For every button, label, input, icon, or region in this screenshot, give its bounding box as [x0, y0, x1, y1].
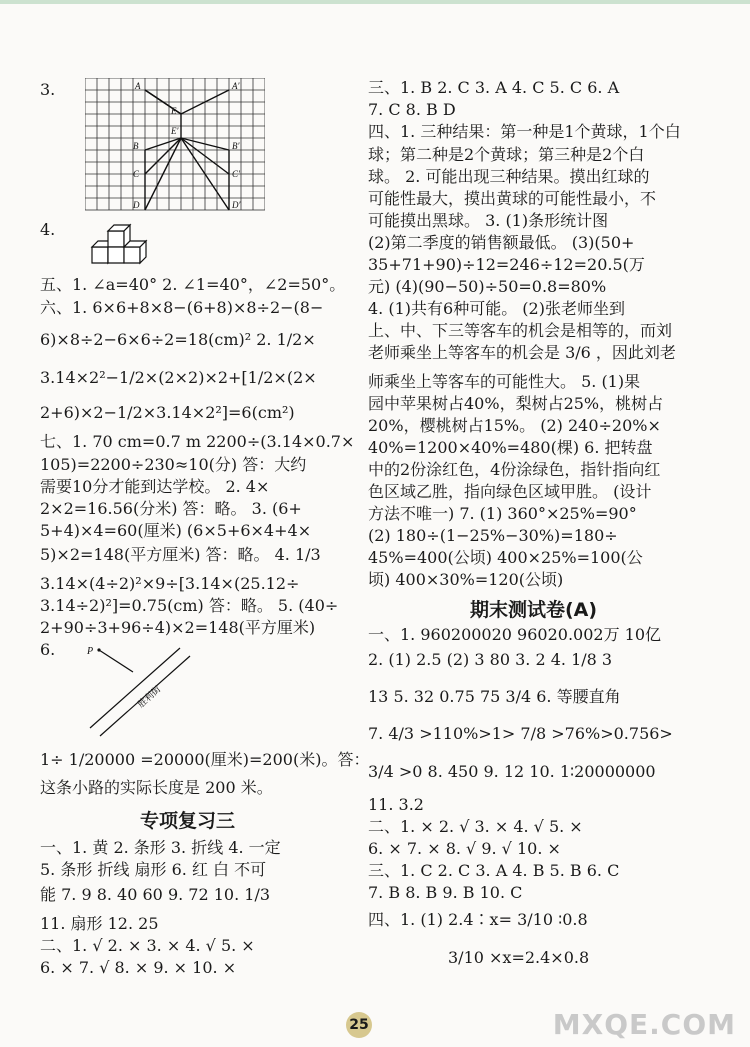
point-label: E′	[171, 126, 179, 136]
left-line: 七、1. 70 cm=0.7 m 2200÷(3.14×0.7×	[40, 432, 355, 451]
left-line: 2+6)×2−1/2×3.14×2²]=6(cm²)	[40, 403, 295, 422]
right-line: 方法不唯一) 7. (1) 360°×25%=90°	[368, 504, 637, 523]
left-line: 11. 扇形 12. 25	[40, 914, 159, 933]
right-line: 色区域乙胜，指向绿色区域甲胜。 (设计	[368, 482, 652, 501]
left-line: 1÷ 1/20000 =20000(厘米)=200(米)。答：	[40, 750, 370, 769]
right-line: 园中苹果树占40%，梨树占25%，桃树占	[368, 394, 664, 413]
right-line: 可能性最大，摸出黄球的可能性最小，不	[368, 189, 657, 208]
street-name-label: 胜利街	[136, 684, 164, 711]
right-line: 40%=1200×40%=480(棵) 6. 把转盘	[368, 438, 653, 457]
right-line: 三、1. C 2. C 3. A 4. B 5. B 6. C	[368, 861, 620, 880]
section-heading: 期末测试卷(A)	[470, 599, 598, 621]
left-line: 5)×2=148(平方厘米) 答：略。 4. 1/3	[40, 545, 321, 564]
point-label: A′	[232, 81, 240, 91]
left-line: 6.	[40, 640, 56, 659]
right-line: 可能摸出黑球。 3. (1)条形统计图	[368, 211, 609, 230]
right-line: 20%，樱桃树占15%。 (2) 240÷20%×	[368, 416, 661, 435]
page-number-badge: 25	[346, 1012, 372, 1038]
right-line: 顷) 400×30%=120(公顷)	[368, 570, 564, 589]
left-line: 一、1. 黄 2. 条形 3. 折线 4. 一定	[40, 838, 281, 857]
street-map-figure	[85, 640, 195, 740]
right-line: 师乘坐上等客车的可能性大。 5. (1)果	[368, 372, 641, 391]
left-line: 2×2=16.56(分米) 答：略。 3. (6+	[40, 499, 302, 518]
point-label: B	[133, 141, 139, 151]
left-line: 能 7. 9 8. 40 60 9. 72 10. 1/3	[40, 885, 271, 904]
right-line: 7. 4/3 >110%>1> 7/8 >76%>0.756>	[368, 724, 673, 743]
right-line: 球；第二种是2个黄球；第三种是2个白	[368, 145, 645, 164]
right-line: 球。 2. 可能出现三种结果。摸出红球的	[368, 167, 650, 186]
symmetry-grid-figure	[85, 78, 265, 213]
right-line: 3/4 >0 8. 450 9. 12 10. 1∶20000000	[368, 762, 656, 781]
left-line: 5. 条形 折线 扇形 6. 红 白 不可	[40, 860, 267, 879]
left-line: 五、1. ∠a=40° 2. ∠1=40°，∠2=50°。	[40, 275, 346, 294]
right-line: 四、1. 三种结果：第一种是1个黄球，1个白	[368, 122, 681, 141]
left-line: 需要10分才能到达学校。 2. 4×	[40, 477, 270, 496]
right-line: 45%=400(公顷) 400×25%=100(公	[368, 548, 643, 567]
right-line: 中的2份涂红色，4份涂绿色，指针指向红	[368, 460, 661, 479]
section-heading: 专项复习三	[140, 810, 236, 832]
right-line: 元) (4)(90−50)÷50=0.8=80%	[368, 277, 607, 296]
right-line: 二、1. × 2. √ 3. × 4. √ 5. ×	[368, 817, 583, 836]
left-line: 105)=2200÷230≈10(分) 答：大约	[40, 455, 307, 474]
point-label: C	[133, 169, 140, 179]
point-label: D′	[232, 200, 241, 210]
top-color-band	[0, 0, 750, 4]
site-watermark: MXQE.COM	[552, 1008, 736, 1041]
left-line: 5+4)×4=60(厘米) (6×5+6×4+4×	[40, 521, 312, 540]
point-label: A	[135, 81, 141, 91]
point-label: B′	[232, 141, 240, 151]
right-line: 老师乘坐上等客车的机会是 3/6 ，因此刘老	[368, 343, 676, 362]
left-line: 3.14×2²−1/2×(2×2)×2+[1/2×(2×	[40, 368, 317, 387]
right-line: 7. B 8. B 9. B 10. C	[368, 883, 523, 902]
left-line: 六、1. 6×6+8×8−(6+8)×8÷2−(8−	[40, 298, 324, 317]
cube-stack-figure	[86, 217, 156, 269]
left-line: 3.14÷2)²]=0.75(cm) 答：略。 5. (40÷	[40, 596, 339, 615]
right-line: 三、1. B 2. C 3. A 4. C 5. C 6. A	[368, 78, 620, 97]
point-label: E	[171, 106, 177, 116]
right-line: (2) 180÷(1−25%−30%)=180÷	[368, 526, 618, 545]
left-line: 3.	[40, 80, 56, 99]
right-line: 35+71+90)÷12=246÷12=20.5(万	[368, 255, 645, 274]
left-line: 2+90÷3+96÷4)×2=148(平方厘米)	[40, 618, 316, 637]
left-line: 4.	[40, 220, 56, 239]
right-line: 13 5. 32 0.75 75 3/4 6. 等腰直角	[368, 687, 621, 706]
left-line: 二、1. √ 2. × 3. × 4. √ 5. ×	[40, 936, 255, 955]
right-line: 一、1. 960200020 96020.002万 10亿	[368, 625, 662, 644]
right-line: 上、中、下三等客车的机会是相等的，而刘	[368, 321, 673, 340]
left-line: 3.14×(4÷2)²×9÷[3.14×(25.12÷	[40, 574, 300, 593]
left-line: 6. × 7. √ 8. × 9. × 10. ×	[40, 958, 237, 977]
point-label: D	[133, 200, 140, 210]
right-line: 7. C 8. B D	[368, 100, 456, 119]
right-line: 3/10 ×x=2.4×0.8	[448, 948, 590, 967]
right-line: (2)第二季度的销售额最低。 (3)(50+	[368, 233, 635, 252]
right-line: 4. (1)共有6种可能。 (2)张老师坐到	[368, 299, 625, 318]
left-line: 这条小路的实际长度是 200 米。	[40, 778, 273, 797]
right-line: 11. 3.2	[368, 795, 424, 814]
right-line: 2. (1) 2.5 (2) 3 80 3. 2 4. 1/8 3	[368, 650, 613, 669]
right-line: 四、1. (1) 2.4∶x= 3/10 ∶0.8	[368, 910, 588, 929]
left-line: 6)×8÷2−6×6÷2=18(cm)² 2. 1/2×	[40, 330, 316, 349]
point-label: C′	[232, 169, 240, 179]
point-p-label: P	[87, 646, 94, 657]
right-line: 6. × 7. × 8. √ 9. √ 10. ×	[368, 839, 561, 858]
